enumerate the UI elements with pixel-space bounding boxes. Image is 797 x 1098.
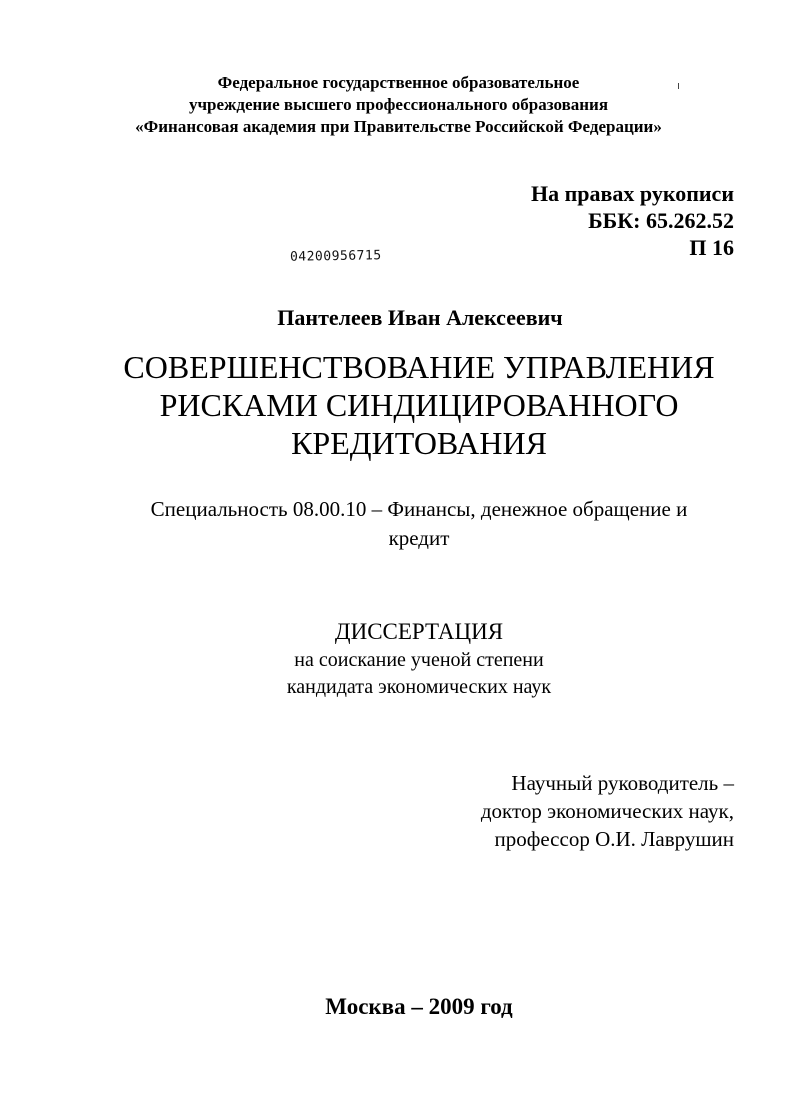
advisor-line: доктор экономических наук, bbox=[480, 799, 734, 823]
institution-line: учреждение высшего профессионального образования bbox=[188, 95, 609, 114]
title-line: РИСКАМИ СИНДИЦИРОВАННОГО bbox=[159, 387, 679, 423]
degree-line: на соискание ученой степени bbox=[294, 649, 544, 671]
manuscript-rights: На правах рукописи bbox=[530, 181, 734, 206]
dissertation-title bbox=[0, 348, 797, 462]
advisor-line: Научный руководитель – bbox=[511, 771, 734, 795]
library-stamp-number: 04200956715 bbox=[289, 248, 382, 265]
author-index: П 16 bbox=[689, 235, 734, 260]
scan-mark bbox=[678, 83, 679, 89]
institution-line: «Финансовая академия при Правительстве Российской Федерации» bbox=[135, 117, 662, 136]
degree-line: кандидата экономических наук bbox=[286, 676, 552, 698]
scientific-advisor bbox=[481, 769, 734, 853]
rights-block bbox=[531, 180, 734, 261]
bbk-code: ББК: 65.262.52 bbox=[588, 208, 734, 233]
degree-statement bbox=[0, 647, 797, 701]
city-year: Москва – 2009 год bbox=[325, 994, 513, 1019]
document-type: ДИССЕРТАЦИЯ bbox=[334, 619, 504, 644]
specialty bbox=[0, 495, 797, 553]
author-name: Пантелеев Иван Алексеевич bbox=[277, 305, 563, 330]
institution-line: Федеральное государственное образовательное bbox=[217, 73, 580, 92]
advisor-line: профессор О.И. Лаврушин bbox=[494, 827, 734, 851]
specialty-line: кредит bbox=[388, 526, 450, 550]
title-line: СОВЕРШЕНСТВОВАНИЕ УПРАВЛЕНИЯ bbox=[123, 349, 715, 385]
specialty-line: Специальность 08.00.10 – Финансы, денежное обращение и bbox=[150, 497, 688, 521]
institution-header bbox=[0, 72, 797, 138]
title-line: КРЕДИТОВАНИЯ bbox=[291, 425, 547, 461]
